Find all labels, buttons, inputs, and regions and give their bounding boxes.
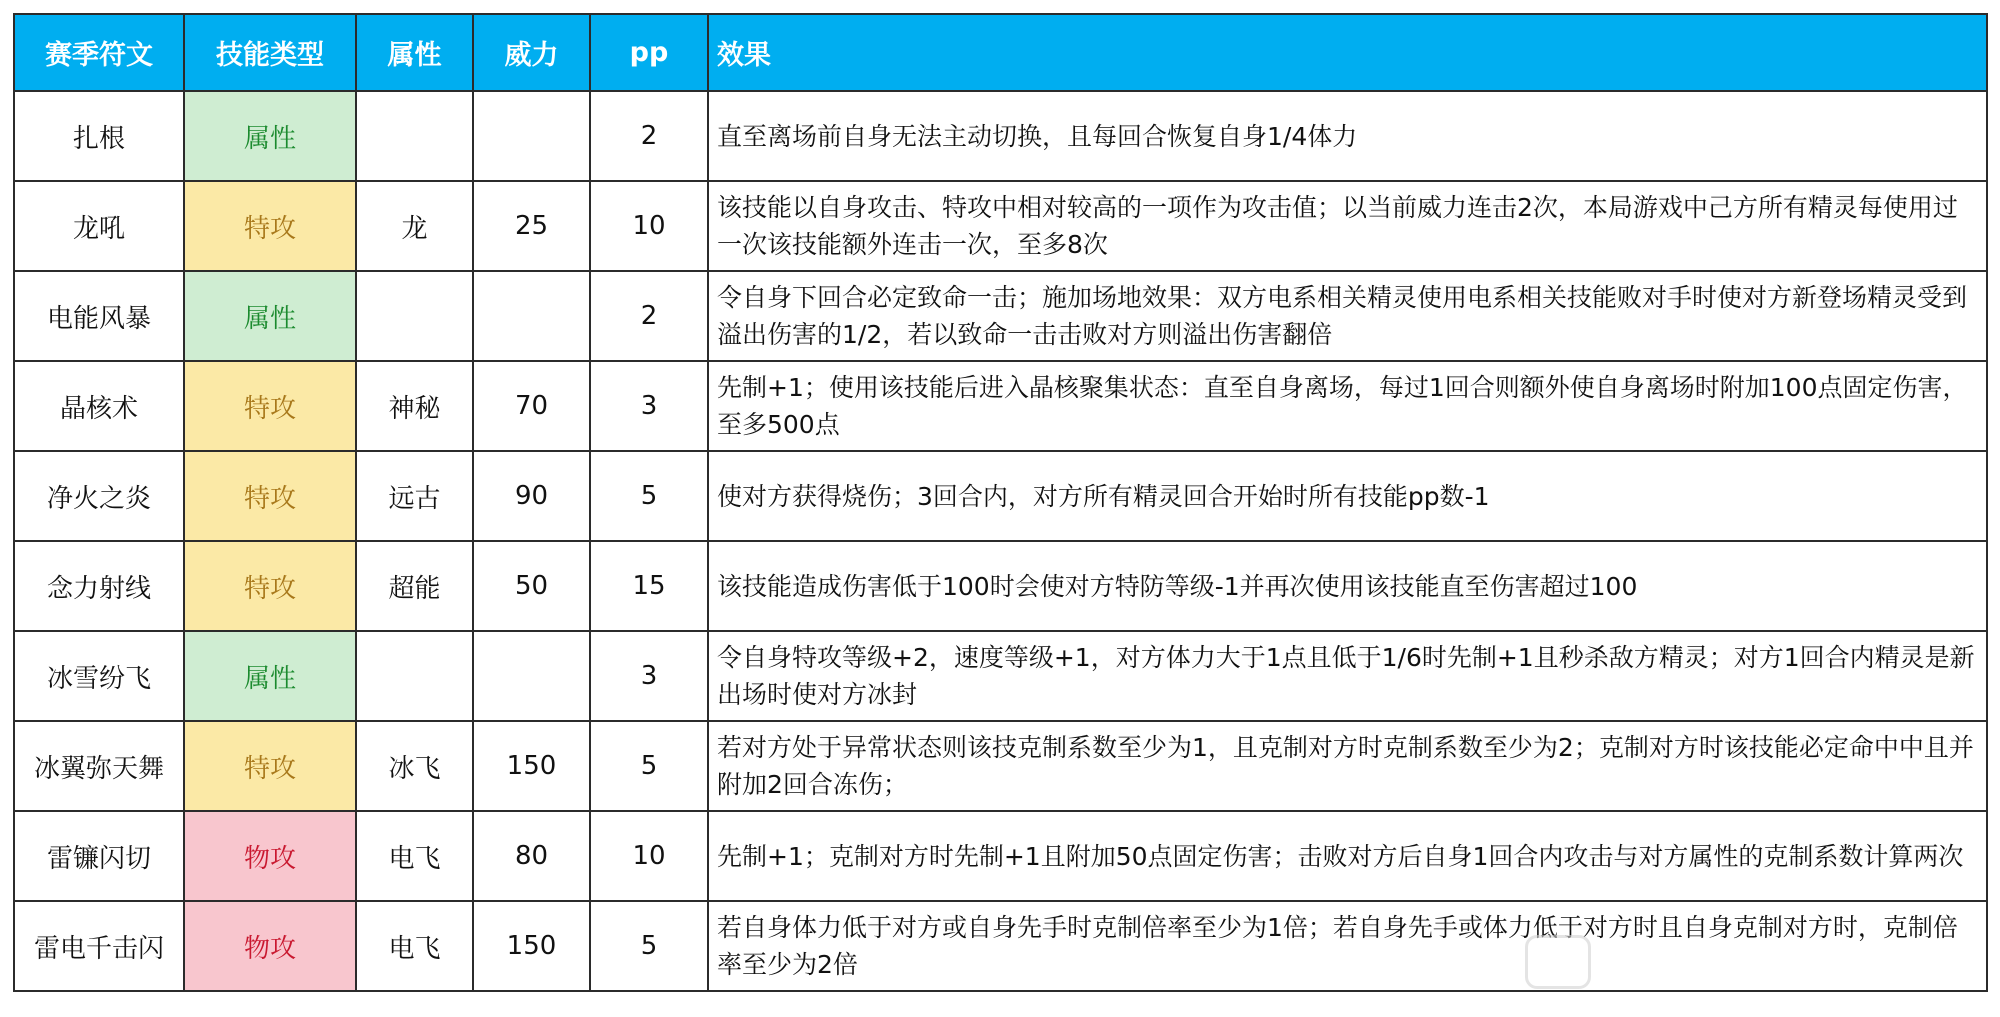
power-cell: 50 xyxy=(473,541,590,631)
attribute-cell: 冰飞 xyxy=(356,721,473,811)
header-power: 威力 xyxy=(473,14,590,91)
rune-name-cell: 晶核术 xyxy=(14,361,184,451)
table-row xyxy=(14,91,1987,181)
effect-cell: 令自身下回合必定致命一击；施加场地效果：双方电系相关精灵使用电系相关技能败对手时使对方新登场精灵受到溢出伤害的1/2，若以致命一击击败对方则溢出伤害翻倍 xyxy=(708,271,1987,361)
pp-cell: 15 xyxy=(590,541,708,631)
header-attribute: 属性 xyxy=(356,14,473,91)
table-body xyxy=(14,91,1987,991)
effect-cell: 若对方处于异常状态则该技克制系数至少为1，且克制对方时克制系数至少为2；克制对方时该技能必定命中中且并附加2回合冻伤； xyxy=(708,721,1987,811)
table-row xyxy=(14,631,1987,721)
table-row xyxy=(14,721,1987,811)
pp-cell: 10 xyxy=(590,811,708,901)
power-cell: 150 xyxy=(473,901,590,991)
skill-type-cell: 特攻 xyxy=(184,451,356,541)
skill-type-cell: 物攻 xyxy=(184,811,356,901)
power-cell: 25 xyxy=(473,181,590,271)
effect-cell: 令自身特攻等级+2，速度等级+1，对方体力大于1点且低于1/6时先制+1且秒杀敌方精灵；对方1回合内精灵是新出场时使对方冰封 xyxy=(708,631,1987,721)
pp-cell: 5 xyxy=(590,901,708,991)
rune-name-cell: 电能风暴 xyxy=(14,271,184,361)
skill-table-container xyxy=(13,13,1988,992)
power-cell xyxy=(473,271,590,361)
pp-cell: 10 xyxy=(590,181,708,271)
effect-cell: 若自身体力低于对方或自身先手时克制倍率至少为1倍；若自身先手或体力低于对方时且自身克制对方时，克制倍率至少为2倍 xyxy=(708,901,1987,991)
rune-name-cell: 冰雪纷飞 xyxy=(14,631,184,721)
rune-name-cell: 龙吼 xyxy=(14,181,184,271)
effect-cell: 先制+1；克制对方时先制+1且附加50点固定伤害；击败对方后自身1回合内攻击与对方属性的克制系数计算两次 xyxy=(708,811,1987,901)
table-row xyxy=(14,271,1987,361)
attribute-cell: 电飞 xyxy=(356,901,473,991)
header-effect: 效果 xyxy=(708,14,1987,91)
attribute-cell: 龙 xyxy=(356,181,473,271)
power-cell: 70 xyxy=(473,361,590,451)
attribute-cell xyxy=(356,631,473,721)
attribute-cell: 电飞 xyxy=(356,811,473,901)
table-row xyxy=(14,541,1987,631)
pp-cell: 2 xyxy=(590,91,708,181)
pp-cell: 2 xyxy=(590,271,708,361)
table-row xyxy=(14,181,1987,271)
skill-type-cell: 特攻 xyxy=(184,721,356,811)
rune-name-cell: 念力射线 xyxy=(14,541,184,631)
effect-cell: 该技能以自身攻击、特攻中相对较高的一项作为攻击值；以当前威力连击2次，本局游戏中己方所有精灵每使用过一次该技能额外连击一次，至多8次 xyxy=(708,181,1987,271)
skill-type-cell: 特攻 xyxy=(184,361,356,451)
header-rune: 赛季符文 xyxy=(14,14,184,91)
power-cell xyxy=(473,91,590,181)
rune-name-cell: 雷镰闪切 xyxy=(14,811,184,901)
rune-name-cell: 净火之炎 xyxy=(14,451,184,541)
power-cell: 150 xyxy=(473,721,590,811)
attribute-cell: 超能 xyxy=(356,541,473,631)
watermark-logo xyxy=(1525,935,1591,989)
attribute-cell: 神秘 xyxy=(356,361,473,451)
effect-cell: 先制+1；使用该技能后进入晶核聚集状态：直至自身离场，每过1回合则额外使自身离场时附加100点固定伤害，至多500点 xyxy=(708,361,1987,451)
pp-cell: 3 xyxy=(590,631,708,721)
effect-cell: 该技能造成伤害低于100时会使对方特防等级-1并再次使用该技能直至伤害超过100 xyxy=(708,541,1987,631)
pp-cell: 3 xyxy=(590,361,708,451)
header-pp: pp xyxy=(590,14,708,91)
table-row xyxy=(14,361,1987,451)
rune-skill-table xyxy=(13,13,1988,992)
pp-cell: 5 xyxy=(590,721,708,811)
power-cell: 90 xyxy=(473,451,590,541)
skill-type-cell: 属性 xyxy=(184,271,356,361)
rune-name-cell: 雷电千击闪 xyxy=(14,901,184,991)
rune-name-cell: 扎根 xyxy=(14,91,184,181)
table-row xyxy=(14,811,1987,901)
rune-name-cell: 冰翼弥天舞 xyxy=(14,721,184,811)
table-row xyxy=(14,901,1987,991)
pp-cell: 5 xyxy=(590,451,708,541)
table-row xyxy=(14,451,1987,541)
skill-type-cell: 属性 xyxy=(184,631,356,721)
skill-type-cell: 特攻 xyxy=(184,541,356,631)
header-skill-type: 技能类型 xyxy=(184,14,356,91)
effect-cell: 使对方获得烧伤；3回合内，对方所有精灵回合开始时所有技能pp数-1 xyxy=(708,451,1987,541)
skill-type-cell: 物攻 xyxy=(184,901,356,991)
skill-type-cell: 特攻 xyxy=(184,181,356,271)
effect-cell: 直至离场前自身无法主动切换，且每回合恢复自身1/4体力 xyxy=(708,91,1987,181)
attribute-cell xyxy=(356,271,473,361)
attribute-cell xyxy=(356,91,473,181)
power-cell xyxy=(473,631,590,721)
skill-type-cell: 属性 xyxy=(184,91,356,181)
header-row xyxy=(14,14,1987,91)
power-cell: 80 xyxy=(473,811,590,901)
attribute-cell: 远古 xyxy=(356,451,473,541)
